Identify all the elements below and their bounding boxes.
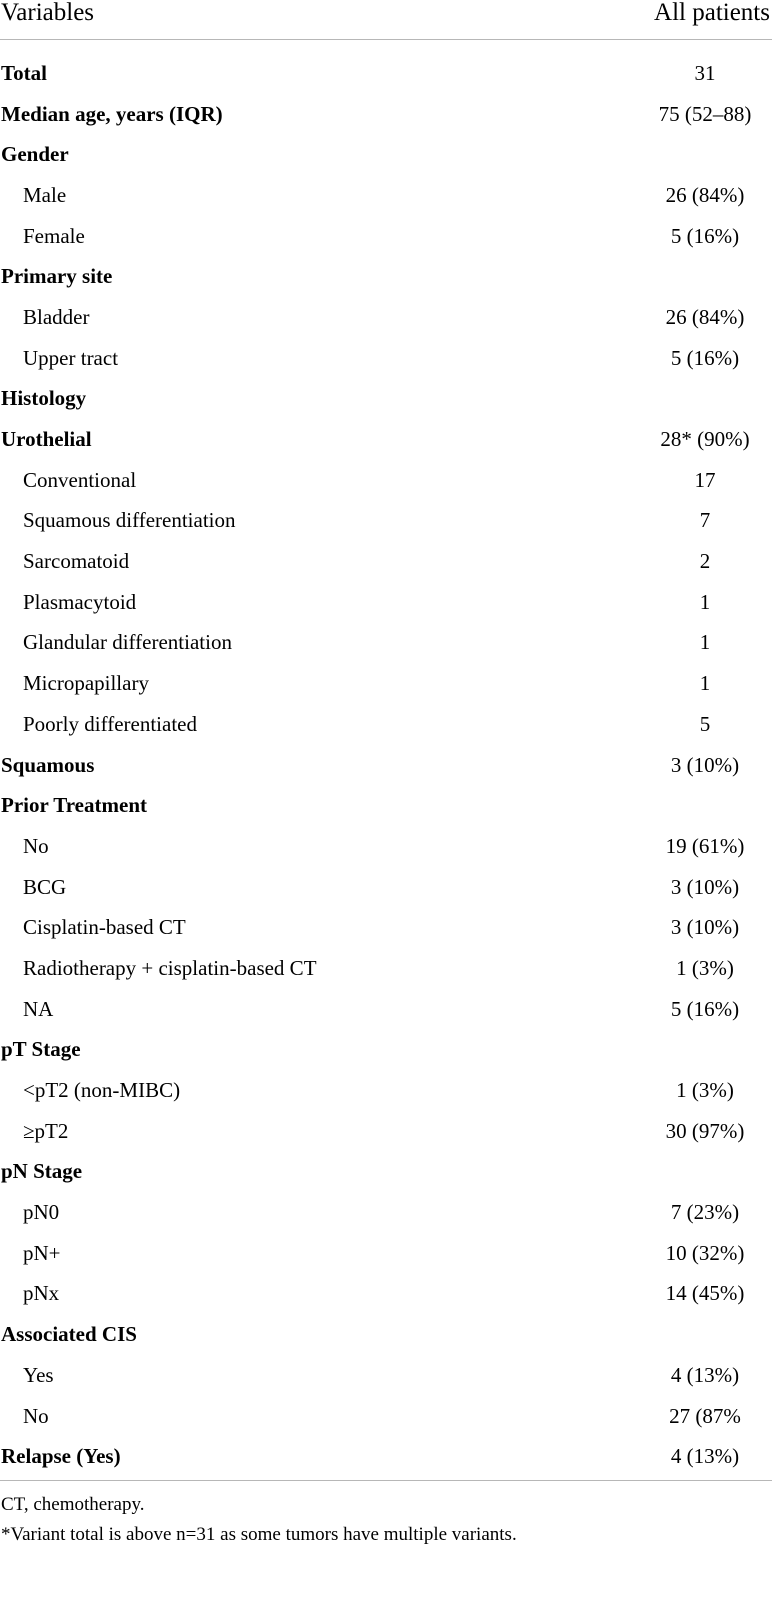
row-label: pN+ [23, 1240, 61, 1265]
row-label: pT Stage [1, 1037, 81, 1062]
row-value: 28* (90%) [660, 427, 750, 452]
row-label: pNx [23, 1281, 60, 1306]
row-value: 1 [699, 671, 711, 696]
row-value: 1 [699, 630, 711, 655]
row-value: 1 (3%) [676, 955, 734, 980]
table-row [0, 1070, 772, 1111]
table-row [0, 582, 772, 623]
row-label: Total [1, 60, 47, 85]
table-row [0, 1030, 772, 1071]
row-label: Yes [23, 1362, 54, 1387]
row-value: 3 (10%) [670, 752, 740, 777]
row-label: Micropapillary [23, 671, 149, 696]
row-label: Glandular differentiation [23, 630, 232, 655]
row-value: 7 [699, 508, 711, 533]
row-value: 2 [699, 549, 711, 574]
table-row [0, 785, 772, 826]
table-row [0, 501, 772, 542]
table-row [0, 134, 772, 175]
row-label: Median age, years (IQR) [1, 101, 223, 126]
row-label: Gender [1, 142, 69, 167]
table-row [0, 541, 772, 582]
row-value: 26 (84%) [665, 182, 745, 207]
table-body [0, 40, 772, 1477]
row-value: 3 (10%) [670, 915, 740, 940]
table-row [0, 989, 772, 1030]
row-label: Squamous [1, 752, 95, 777]
row-value: 3 (10%) [670, 874, 740, 899]
row-label: No [23, 1403, 49, 1428]
row-value: 4 (13%) [670, 1362, 740, 1387]
row-label: Upper tract [23, 345, 119, 370]
footnote-ct: CT, chemotherapy. [1, 1494, 145, 1516]
table-row [0, 419, 772, 460]
row-value: 10 (32%) [665, 1240, 745, 1265]
row-label: Bladder [23, 304, 90, 329]
row-value: 27 (87% [669, 1403, 741, 1428]
row-label: Sarcomatoid [23, 549, 130, 574]
table-row [0, 1233, 772, 1274]
row-label: BCG [23, 874, 67, 899]
row-label: Urothelial [1, 427, 92, 452]
row-value: 17 [694, 467, 716, 492]
row-label: Squamous differentiation [23, 508, 236, 533]
row-label: <pT2 (non-MIBC) [23, 1078, 181, 1103]
table-row [0, 1274, 772, 1315]
table-row [0, 948, 772, 989]
row-value: 5 (16%) [670, 223, 740, 248]
row-value: 5 [699, 711, 711, 736]
table-row [0, 1396, 772, 1437]
row-label: pN Stage [1, 1159, 83, 1184]
table-row [0, 53, 772, 94]
row-label: Male [23, 182, 67, 207]
table-row [0, 216, 772, 257]
row-value: 5 (16%) [670, 996, 740, 1021]
table-row [0, 379, 772, 420]
row-label: Associated CIS [1, 1322, 137, 1347]
header-variables: Variables [1, 0, 95, 26]
table-row [0, 256, 772, 297]
table-row [0, 460, 772, 501]
row-value: 75 (52–88) [658, 101, 752, 126]
row-label: Histology [1, 386, 87, 411]
table-row [0, 94, 772, 135]
row-label: Primary site [1, 264, 113, 289]
table-footnotes [0, 1481, 772, 1550]
table-header [0, 0, 772, 40]
table-row [0, 907, 772, 948]
table-row [0, 623, 772, 664]
table-row [0, 1314, 772, 1355]
row-value: 14 (45%) [665, 1281, 745, 1306]
table-row [0, 826, 772, 867]
table-row [0, 1152, 772, 1193]
footnote-variant: *Variant total is above n=31 as some tumors have multiple variants. [1, 1524, 517, 1546]
row-value: 5 (16%) [670, 345, 740, 370]
table-row [0, 663, 772, 704]
row-label: Conventional [23, 467, 137, 492]
row-label: pN0 [23, 1200, 60, 1225]
row-value: 1 [699, 589, 711, 614]
row-value: 1 (3%) [676, 1078, 734, 1103]
row-value: 26 (84%) [665, 304, 745, 329]
table-row [0, 704, 772, 745]
row-label: Female [23, 223, 85, 248]
row-value: 4 (13%) [670, 1444, 740, 1469]
table-row [0, 867, 772, 908]
table-row [0, 1192, 772, 1233]
row-label: No [23, 833, 49, 858]
row-value: 30 (97%) [665, 1118, 745, 1143]
row-label: Relapse (Yes) [1, 1444, 121, 1469]
row-label: Plasmacytoid [23, 589, 137, 614]
table-row [0, 338, 772, 379]
row-label: Cisplatin-based CT [23, 915, 186, 940]
table-row [0, 745, 772, 786]
row-value: 7 (23%) [670, 1200, 740, 1225]
table-row [0, 175, 772, 216]
row-label: NA [23, 996, 54, 1021]
table-row [0, 297, 772, 338]
row-label: Prior Treatment [1, 793, 147, 818]
table-row [0, 1111, 772, 1152]
row-value: 19 (61%) [665, 833, 745, 858]
row-label: ≥pT2 [23, 1118, 69, 1143]
row-value: 31 [694, 60, 716, 85]
table-row [0, 1355, 772, 1396]
header-all-patients: All patients [654, 0, 770, 26]
row-label: Poorly differentiated [23, 711, 197, 736]
table-row [0, 1436, 772, 1477]
row-label: Radiotherapy + cisplatin-based CT [23, 955, 317, 980]
